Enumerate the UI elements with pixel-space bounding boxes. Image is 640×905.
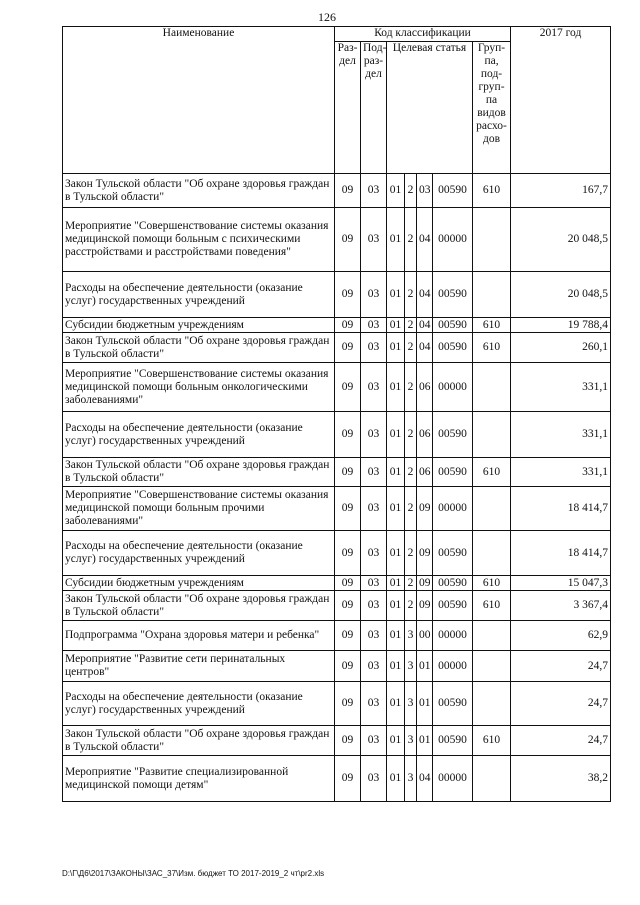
target-subprogram-code: 2 bbox=[405, 318, 417, 333]
amount-2017: 15 047,3 bbox=[511, 576, 611, 591]
target-direction-code: 00590 bbox=[433, 591, 473, 621]
target-event-code: 04 bbox=[417, 272, 433, 318]
row-name: Закон Тульской области "Об охране здоровья граждан в Тульской области" bbox=[63, 726, 335, 756]
expense-type-code: 610 bbox=[473, 591, 511, 621]
expense-type-code bbox=[473, 756, 511, 802]
target-subprogram-code: 3 bbox=[405, 756, 417, 802]
target-direction-code: 00590 bbox=[433, 333, 473, 363]
page-number: 126 bbox=[318, 10, 336, 24]
podrazdel-code: 03 bbox=[361, 487, 387, 531]
expense-type-code bbox=[473, 531, 511, 576]
budget-table bbox=[62, 26, 611, 802]
target-direction-code: 00000 bbox=[433, 363, 473, 412]
target-program-code: 01 bbox=[387, 726, 405, 756]
target-program-code: 01 bbox=[387, 756, 405, 802]
row-name: Расходы на обеспечение деятельности (оказание услуг) государственных учреждений bbox=[63, 682, 335, 726]
podrazdel-code: 03 bbox=[361, 651, 387, 682]
target-subprogram-code: 3 bbox=[405, 651, 417, 682]
header-target: Целевая статья bbox=[387, 42, 473, 174]
target-program-code: 01 bbox=[387, 591, 405, 621]
expense-type-code: 610 bbox=[473, 458, 511, 487]
target-event-code: 01 bbox=[417, 726, 433, 756]
target-subprogram-code: 2 bbox=[405, 591, 417, 621]
amount-2017: 331,1 bbox=[511, 458, 611, 487]
razdel-code: 09 bbox=[335, 487, 361, 531]
header-podrazdel: Под-раз-дел bbox=[361, 42, 387, 174]
amount-2017: 331,1 bbox=[511, 363, 611, 412]
target-subprogram-code: 2 bbox=[405, 208, 417, 272]
table-row bbox=[63, 412, 611, 458]
table-row bbox=[63, 682, 611, 726]
target-subprogram-code: 2 bbox=[405, 272, 417, 318]
target-direction-code: 00000 bbox=[433, 756, 473, 802]
target-program-code: 01 bbox=[387, 531, 405, 576]
target-event-code: 01 bbox=[417, 682, 433, 726]
razdel-code: 09 bbox=[335, 651, 361, 682]
table-row bbox=[63, 458, 611, 487]
amount-2017: 20 048,5 bbox=[511, 272, 611, 318]
podrazdel-code: 03 bbox=[361, 174, 387, 208]
target-program-code: 01 bbox=[387, 363, 405, 412]
target-direction-code: 00000 bbox=[433, 651, 473, 682]
target-program-code: 01 bbox=[387, 318, 405, 333]
row-name: Мероприятие "Совершенствование системы оказания медицинской помощи больным онкологическими заболеваниями" bbox=[63, 363, 335, 412]
expense-type-code bbox=[473, 682, 511, 726]
target-event-code: 04 bbox=[417, 333, 433, 363]
razdel-code: 09 bbox=[335, 756, 361, 802]
podrazdel-code: 03 bbox=[361, 363, 387, 412]
table-row bbox=[63, 576, 611, 591]
header-year: 2017 год bbox=[511, 27, 611, 174]
target-event-code: 09 bbox=[417, 576, 433, 591]
expense-type-code: 610 bbox=[473, 318, 511, 333]
row-name: Субсидии бюджетным учреждениям bbox=[63, 318, 335, 333]
amount-2017: 24,7 bbox=[511, 726, 611, 756]
podrazdel-code: 03 bbox=[361, 412, 387, 458]
target-subprogram-code: 3 bbox=[405, 682, 417, 726]
razdel-code: 09 bbox=[335, 576, 361, 591]
razdel-code: 09 bbox=[335, 174, 361, 208]
target-program-code: 01 bbox=[387, 412, 405, 458]
row-name: Расходы на обеспечение деятельности (оказание услуг) государственных учреждений bbox=[63, 272, 335, 318]
row-name: Субсидии бюджетным учреждениям bbox=[63, 576, 335, 591]
row-name: Мероприятие "Совершенствование системы оказания медицинской помощи больным с психическими расстройствами и расстройствами поведения" bbox=[63, 208, 335, 272]
amount-2017: 62,9 bbox=[511, 621, 611, 651]
target-direction-code: 00590 bbox=[433, 458, 473, 487]
target-event-code: 04 bbox=[417, 756, 433, 802]
target-program-code: 01 bbox=[387, 621, 405, 651]
target-subprogram-code: 2 bbox=[405, 174, 417, 208]
expense-type-code: 610 bbox=[473, 726, 511, 756]
target-program-code: 01 bbox=[387, 333, 405, 363]
target-event-code: 09 bbox=[417, 531, 433, 576]
row-name: Закон Тульской области "Об охране здоровья граждан в Тульской области" bbox=[63, 458, 335, 487]
target-program-code: 01 bbox=[387, 682, 405, 726]
target-program-code: 01 bbox=[387, 458, 405, 487]
target-subprogram-code: 3 bbox=[405, 621, 417, 651]
target-program-code: 01 bbox=[387, 576, 405, 591]
podrazdel-code: 03 bbox=[361, 272, 387, 318]
razdel-code: 09 bbox=[335, 682, 361, 726]
amount-2017: 3 367,4 bbox=[511, 591, 611, 621]
amount-2017: 167,7 bbox=[511, 174, 611, 208]
podrazdel-code: 03 bbox=[361, 576, 387, 591]
table-row bbox=[63, 756, 611, 802]
target-direction-code: 00590 bbox=[433, 726, 473, 756]
target-program-code: 01 bbox=[387, 208, 405, 272]
row-name: Закон Тульской области "Об охране здоровья граждан в Тульской области" bbox=[63, 174, 335, 208]
target-direction-code: 00000 bbox=[433, 487, 473, 531]
target-direction-code: 00590 bbox=[433, 272, 473, 318]
row-name: Расходы на обеспечение деятельности (оказание услуг) государственных учреждений bbox=[63, 531, 335, 576]
razdel-code: 09 bbox=[335, 208, 361, 272]
amount-2017: 24,7 bbox=[511, 651, 611, 682]
row-name: Закон Тульской области "Об охране здоровья граждан в Тульской области" bbox=[63, 333, 335, 363]
table-row bbox=[63, 318, 611, 333]
amount-2017: 19 788,4 bbox=[511, 318, 611, 333]
expense-type-code bbox=[473, 487, 511, 531]
target-subprogram-code: 2 bbox=[405, 487, 417, 531]
target-program-code: 01 bbox=[387, 487, 405, 531]
razdel-code: 09 bbox=[335, 531, 361, 576]
razdel-code: 09 bbox=[335, 621, 361, 651]
razdel-code: 09 bbox=[335, 726, 361, 756]
target-direction-code: 00000 bbox=[433, 621, 473, 651]
target-subprogram-code: 2 bbox=[405, 412, 417, 458]
row-name: Мероприятие "Развитие сети перинатальных центров" bbox=[63, 651, 335, 682]
amount-2017: 331,1 bbox=[511, 412, 611, 458]
podrazdel-code: 03 bbox=[361, 756, 387, 802]
target-event-code: 09 bbox=[417, 487, 433, 531]
podrazdel-code: 03 bbox=[361, 726, 387, 756]
expense-type-code: 610 bbox=[473, 174, 511, 208]
header-razdel: Раз-дел bbox=[335, 42, 361, 174]
expense-type-code bbox=[473, 651, 511, 682]
target-event-code: 09 bbox=[417, 591, 433, 621]
target-program-code: 01 bbox=[387, 651, 405, 682]
target-program-code: 01 bbox=[387, 174, 405, 208]
podrazdel-code: 03 bbox=[361, 531, 387, 576]
podrazdel-code: 03 bbox=[361, 318, 387, 333]
table-row bbox=[63, 363, 611, 412]
podrazdel-code: 03 bbox=[361, 458, 387, 487]
podrazdel-code: 03 bbox=[361, 591, 387, 621]
target-direction-code: 00590 bbox=[433, 174, 473, 208]
table-row bbox=[63, 726, 611, 756]
expense-type-code: 610 bbox=[473, 333, 511, 363]
expense-type-code bbox=[473, 621, 511, 651]
target-event-code: 04 bbox=[417, 208, 433, 272]
razdel-code: 09 bbox=[335, 318, 361, 333]
table-row bbox=[63, 272, 611, 318]
table-row bbox=[63, 531, 611, 576]
row-name: Закон Тульской области "Об охране здоровья граждан в Тульской области" bbox=[63, 591, 335, 621]
podrazdel-code: 03 bbox=[361, 208, 387, 272]
expense-type-code bbox=[473, 272, 511, 318]
amount-2017: 260,1 bbox=[511, 333, 611, 363]
expense-type-code bbox=[473, 208, 511, 272]
target-direction-code: 00590 bbox=[433, 531, 473, 576]
target-event-code: 06 bbox=[417, 363, 433, 412]
file-path-footer: D:\Г\Д6\2017\ЗАКОНЫ\ЗАС_37\Изм. бюджет ТО 2017-2019_2 чт\pr2.xls bbox=[62, 869, 325, 878]
amount-2017: 24,7 bbox=[511, 682, 611, 726]
target-direction-code: 00590 bbox=[433, 412, 473, 458]
table-row bbox=[63, 621, 611, 651]
target-subprogram-code: 2 bbox=[405, 333, 417, 363]
amount-2017: 38,2 bbox=[511, 756, 611, 802]
target-subprogram-code: 2 bbox=[405, 576, 417, 591]
target-event-code: 01 bbox=[417, 651, 433, 682]
table-row bbox=[63, 651, 611, 682]
target-event-code: 06 bbox=[417, 458, 433, 487]
target-subprogram-code: 3 bbox=[405, 726, 417, 756]
expense-type-code: 610 bbox=[473, 576, 511, 591]
razdel-code: 09 bbox=[335, 458, 361, 487]
table-row bbox=[63, 333, 611, 363]
podrazdel-code: 03 bbox=[361, 682, 387, 726]
header-classification: Код классификации bbox=[335, 27, 511, 42]
target-event-code: 03 bbox=[417, 174, 433, 208]
target-direction-code: 00590 bbox=[433, 318, 473, 333]
target-event-code: 04 bbox=[417, 318, 433, 333]
table-row bbox=[63, 174, 611, 208]
target-event-code: 06 bbox=[417, 412, 433, 458]
target-subprogram-code: 2 bbox=[405, 458, 417, 487]
razdel-code: 09 bbox=[335, 412, 361, 458]
table-row bbox=[63, 591, 611, 621]
podrazdel-code: 03 bbox=[361, 333, 387, 363]
amount-2017: 20 048,5 bbox=[511, 208, 611, 272]
expense-type-code bbox=[473, 412, 511, 458]
header-group: Груп-па, под-груп-па видов расхо-дов bbox=[473, 42, 511, 174]
razdel-code: 09 bbox=[335, 333, 361, 363]
header-row-1 bbox=[63, 27, 611, 42]
target-subprogram-code: 2 bbox=[405, 531, 417, 576]
header-name: Наименование bbox=[63, 27, 335, 174]
row-name: Подпрограмма "Охрана здоровья матери и ребенка" bbox=[63, 621, 335, 651]
target-subprogram-code: 2 bbox=[405, 363, 417, 412]
razdel-code: 09 bbox=[335, 272, 361, 318]
target-event-code: 00 bbox=[417, 621, 433, 651]
table-row bbox=[63, 208, 611, 272]
row-name: Мероприятие "Совершенствование системы оказания медицинской помощи больным прочими заболеваниями" bbox=[63, 487, 335, 531]
row-name: Мероприятие "Развитие специализированной медицинской помощи детям" bbox=[63, 756, 335, 802]
target-program-code: 01 bbox=[387, 272, 405, 318]
razdel-code: 09 bbox=[335, 591, 361, 621]
razdel-code: 09 bbox=[335, 363, 361, 412]
target-direction-code: 00000 bbox=[433, 208, 473, 272]
podrazdel-code: 03 bbox=[361, 621, 387, 651]
amount-2017: 18 414,7 bbox=[511, 531, 611, 576]
target-direction-code: 00590 bbox=[433, 576, 473, 591]
expense-type-code bbox=[473, 363, 511, 412]
amount-2017: 18 414,7 bbox=[511, 487, 611, 531]
target-direction-code: 00590 bbox=[433, 682, 473, 726]
table-row bbox=[63, 487, 611, 531]
row-name: Расходы на обеспечение деятельности (оказание услуг) государственных учреждений bbox=[63, 412, 335, 458]
